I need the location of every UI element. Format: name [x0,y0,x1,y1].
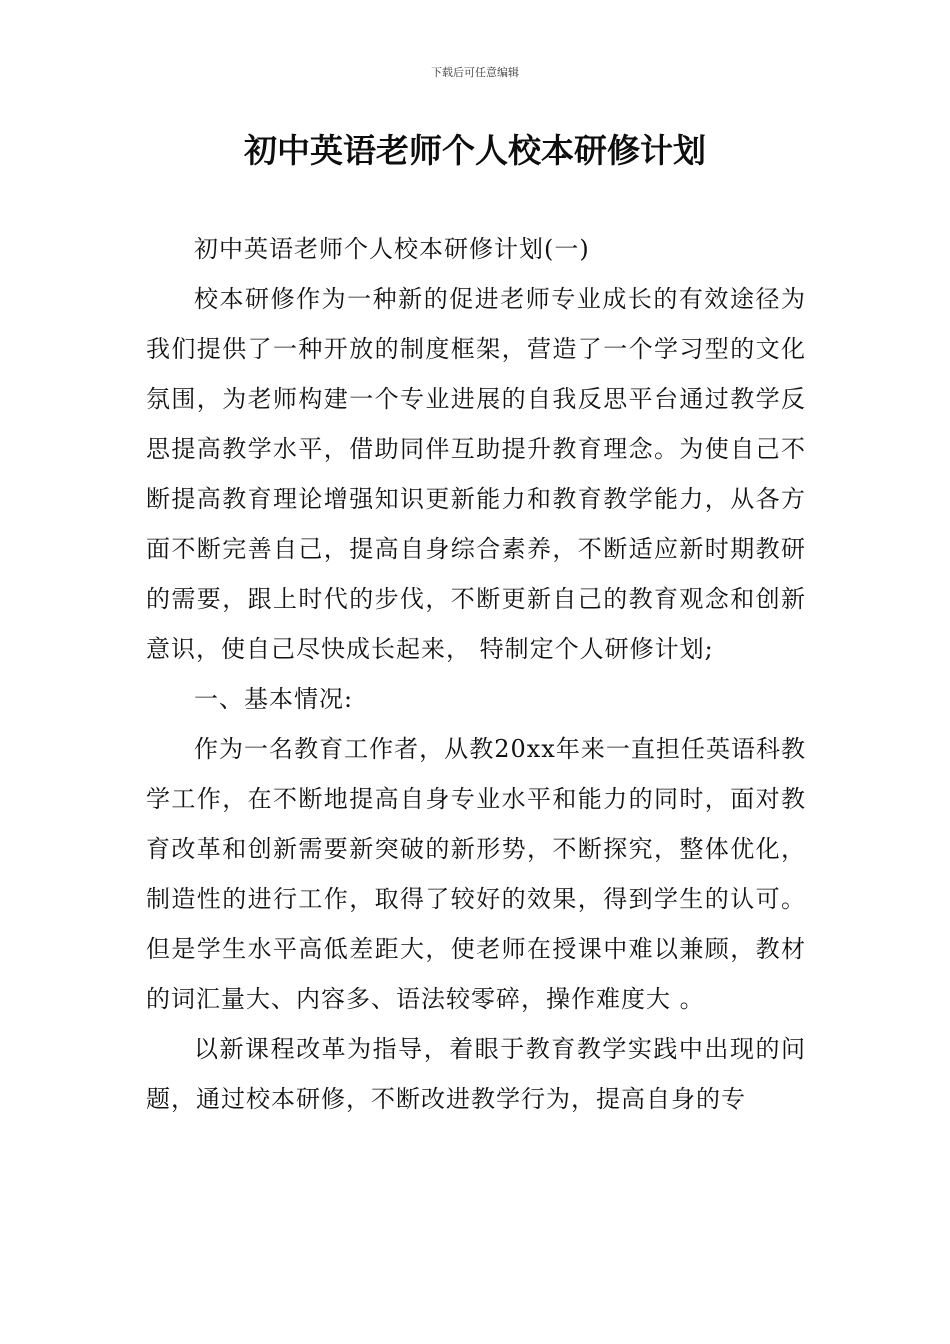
document-title: 初中英语老师个人校本研修计划 [244,131,706,170]
paragraph-subtitle: 初中英语老师个人校本研修计划(一) [194,235,590,263]
paragraph-basic-situation: 作为一名教育工作者，从教20xx年来一直担任英语科教学工作，在不断地提高自身专业水平和能力的同时，面对教育改革和创新需要新突破的新形势，不断探究，整体优化，制造性的进行工作，取得了较好的效果，得到学生的认可。但是学生水平高低差距大，使老师在授课中难以兼顾，教材的词汇量大、内容多、语法较零碎，操作难度大 。 [146,735,806,1013]
paragraph-intro: 校本研修作为一种新的促进老师专业成长的有效途径为我们提供了一种开放的制度框架，营造了一个学习型的文化氛围，为老师构建一个专业进展的自我反思平台通过教学反思提高教学水平，借助同伴互助提升教育理念。为使自己不断提高教育理论增强知识更新能力和教育教学能力，从各方面不断完善自己，提高自身综合素养，不断适应新时期教研的需要，跟上时代的步伐，不断更新自己的教育观念和创新意识，使自己尽快成长起来， 特制定个人研修计划; [146,285,806,663]
document-body [146,224,806,1124]
section-heading-basic-situation: 一、基本情况: [194,685,354,713]
page-header-note: 下载后可任意编辑 [431,66,519,79]
paragraph-guidance: 以新课程改革为指导，着眼于教育教学实践中出现的问题，通过校本研修，不断改进教学行为，提高自身的专 [146,1035,806,1113]
